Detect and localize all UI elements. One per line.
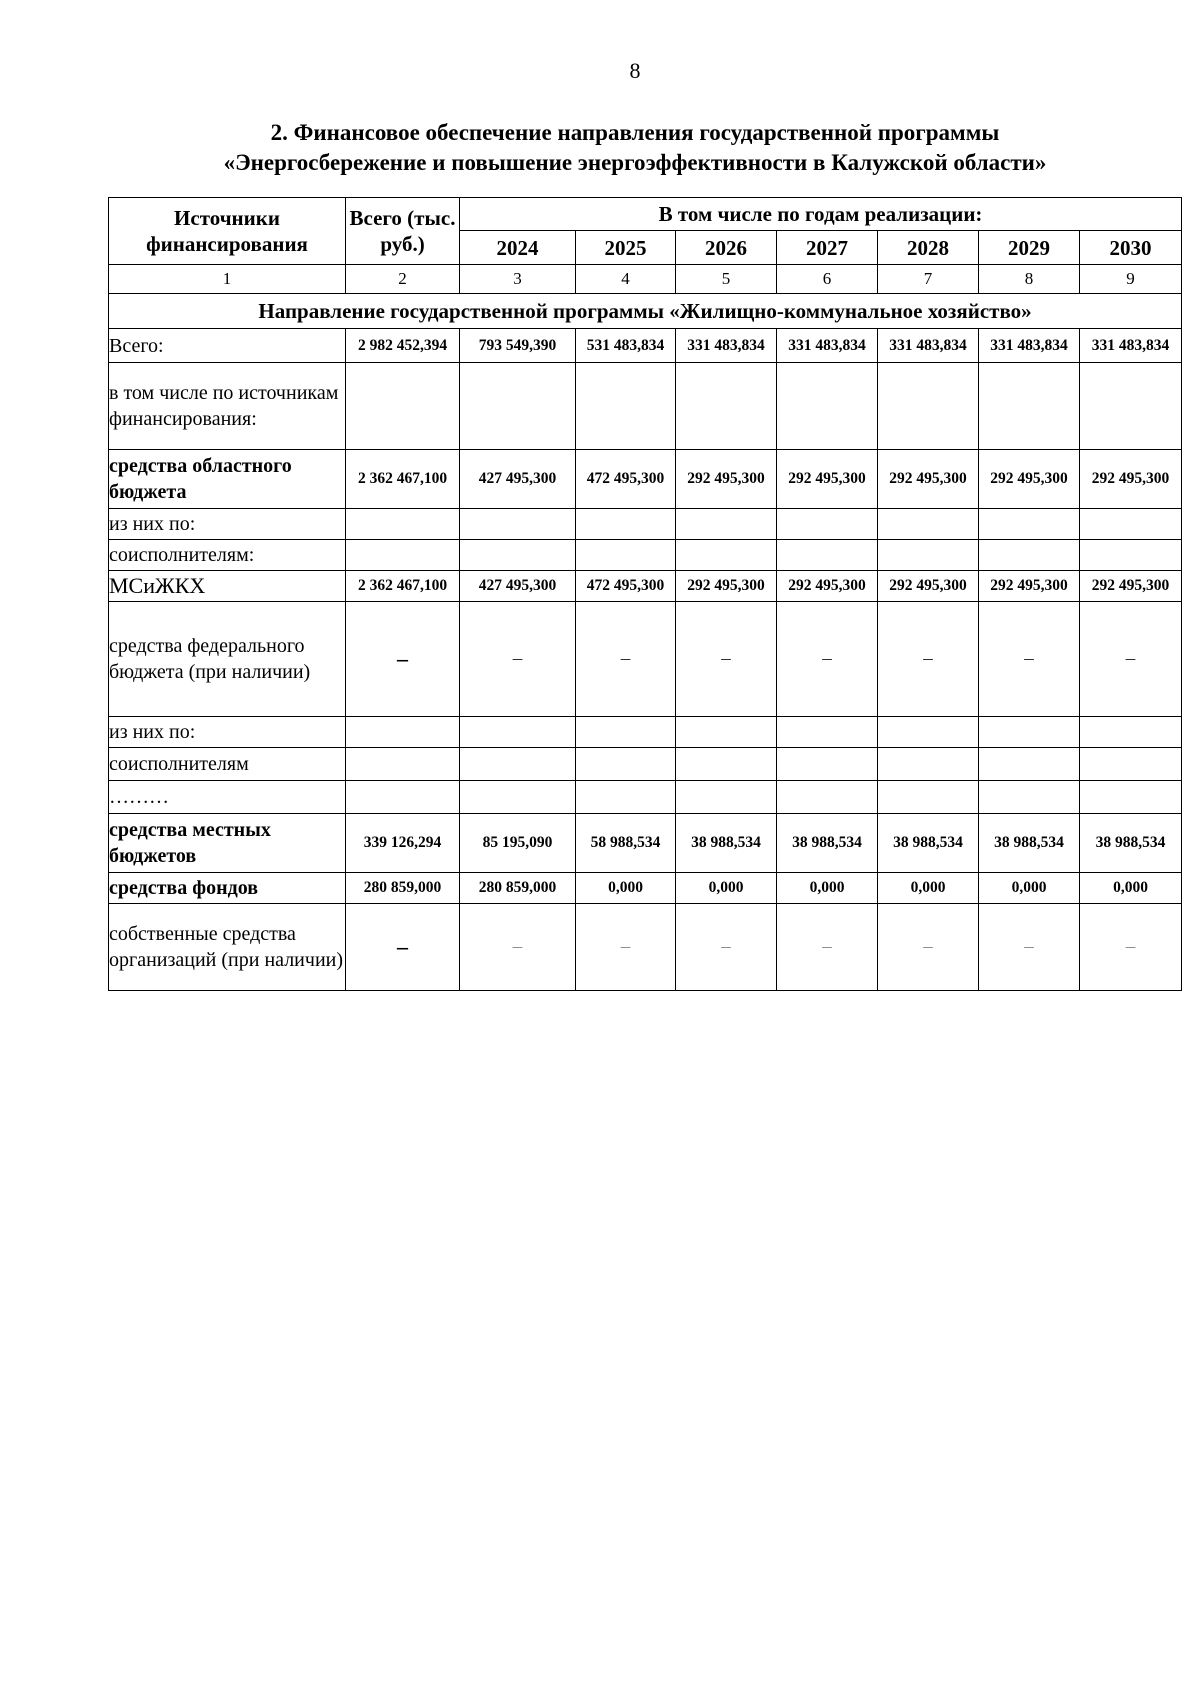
row-total: – — [346, 602, 460, 717]
empty-cell — [460, 717, 576, 748]
table-row — [109, 748, 1182, 781]
empty-cell — [878, 781, 979, 814]
row-value: 331 483,834 — [979, 329, 1080, 363]
row-value: – — [979, 904, 1080, 991]
header-year: 2028 — [878, 231, 979, 265]
row-value: 292 495,300 — [979, 571, 1080, 602]
row-label: средства областного бюджета — [109, 450, 346, 509]
empty-cell — [979, 748, 1080, 781]
empty-cell — [979, 717, 1080, 748]
empty-cell — [676, 540, 777, 571]
row-value: 331 483,834 — [1080, 329, 1182, 363]
empty-cell — [979, 363, 1080, 450]
row-value: – — [576, 602, 676, 717]
row-value: – — [777, 904, 878, 991]
row-value: 0,000 — [676, 873, 777, 904]
empty-cell — [979, 540, 1080, 571]
header-year: 2026 — [676, 231, 777, 265]
row-value: 531 483,834 — [576, 329, 676, 363]
row-value: 0,000 — [1080, 873, 1182, 904]
row-label: соисполнителям — [109, 748, 346, 781]
row-value: 0,000 — [979, 873, 1080, 904]
header-year: 2030 — [1080, 231, 1182, 265]
empty-cell — [1080, 717, 1182, 748]
row-label: ……… — [109, 781, 346, 814]
empty-cell — [576, 540, 676, 571]
empty-cell — [460, 748, 576, 781]
table-row — [109, 450, 1182, 509]
row-value: 292 495,300 — [878, 571, 979, 602]
row-value: 58 988,534 — [576, 814, 676, 873]
column-number: 6 — [777, 265, 878, 294]
row-value: 292 495,300 — [676, 571, 777, 602]
row-value: – — [878, 904, 979, 991]
row-value: 331 483,834 — [676, 329, 777, 363]
section-row — [109, 294, 1182, 329]
empty-cell — [878, 363, 979, 450]
row-label: собственные средства организаций (при наличии) — [109, 904, 346, 991]
heading-line-1: 2. Финансовое обеспечение направления государственной программы — [270, 120, 1000, 145]
table-row — [109, 602, 1182, 717]
row-value: 427 495,300 — [460, 450, 576, 509]
header-year: 2025 — [576, 231, 676, 265]
row-label: МСиЖКХ — [109, 571, 346, 602]
row-label: соисполнителям: — [109, 540, 346, 571]
row-value: 427 495,300 — [460, 571, 576, 602]
row-total: 2 362 467,100 — [346, 571, 460, 602]
empty-cell — [346, 540, 460, 571]
row-value: 0,000 — [777, 873, 878, 904]
empty-cell — [777, 717, 878, 748]
row-label: из них по: — [109, 509, 346, 540]
empty-cell — [676, 748, 777, 781]
empty-cell — [346, 363, 460, 450]
empty-cell — [460, 509, 576, 540]
table-row — [109, 717, 1182, 748]
empty-cell — [777, 363, 878, 450]
empty-cell — [346, 717, 460, 748]
column-number: 4 — [576, 265, 676, 294]
table-row — [109, 329, 1182, 363]
row-value: 292 495,300 — [1080, 450, 1182, 509]
header-by-years: В том числе по годам реализации: — [460, 198, 1182, 231]
row-value: 280 859,000 — [460, 873, 576, 904]
row-value: 292 495,300 — [878, 450, 979, 509]
row-value: – — [1080, 602, 1182, 717]
row-total: – — [346, 904, 460, 991]
table-row — [109, 571, 1182, 602]
table-row — [109, 363, 1182, 450]
row-value: 38 988,534 — [979, 814, 1080, 873]
row-value: 331 483,834 — [777, 329, 878, 363]
empty-cell — [576, 748, 676, 781]
table-row — [109, 814, 1182, 873]
empty-cell — [878, 717, 979, 748]
empty-cell — [1080, 540, 1182, 571]
table-row — [109, 540, 1182, 571]
empty-cell — [460, 781, 576, 814]
header-source: Источники финансирования — [109, 198, 346, 265]
row-value: – — [460, 904, 576, 991]
empty-cell — [676, 717, 777, 748]
table-row — [109, 873, 1182, 904]
row-value: 472 495,300 — [576, 571, 676, 602]
row-value: 38 988,534 — [878, 814, 979, 873]
row-label: в том числе по источникам финансирования: — [109, 363, 346, 450]
row-value: 292 495,300 — [777, 571, 878, 602]
header-year: 2029 — [979, 231, 1080, 265]
empty-cell — [576, 363, 676, 450]
document-heading — [0, 118, 1200, 178]
column-number: 1 — [109, 265, 346, 294]
financing-table — [108, 197, 1182, 991]
row-label: средства фондов — [109, 873, 346, 904]
column-number-row — [109, 265, 1182, 294]
row-total: 339 126,294 — [346, 814, 460, 873]
empty-cell — [878, 540, 979, 571]
header-year: 2027 — [777, 231, 878, 265]
row-value: – — [1080, 904, 1182, 991]
heading-line-2: «Энергосбережение и повышение энергоэффективности в Калужской области» — [223, 150, 1047, 175]
row-value: 292 495,300 — [676, 450, 777, 509]
column-number: 5 — [676, 265, 777, 294]
table-row — [109, 781, 1182, 814]
empty-cell — [346, 781, 460, 814]
column-number: 3 — [460, 265, 576, 294]
empty-cell — [576, 781, 676, 814]
column-number: 9 — [1080, 265, 1182, 294]
row-label: средства местных бюджетов — [109, 814, 346, 873]
section-title: Направление государственной программы «Жилищно-коммунальное хозяйство» — [109, 294, 1182, 329]
row-value: 0,000 — [576, 873, 676, 904]
row-value: 331 483,834 — [878, 329, 979, 363]
empty-cell — [460, 540, 576, 571]
empty-cell — [676, 509, 777, 540]
column-number: 8 — [979, 265, 1080, 294]
row-value: 472 495,300 — [576, 450, 676, 509]
row-value: – — [878, 602, 979, 717]
empty-cell — [346, 748, 460, 781]
row-value: – — [460, 602, 576, 717]
page-number: 8 — [629, 58, 641, 83]
row-value: 793 549,390 — [460, 329, 576, 363]
row-total: 280 859,000 — [346, 873, 460, 904]
empty-cell — [979, 509, 1080, 540]
empty-cell — [777, 781, 878, 814]
empty-cell — [777, 540, 878, 571]
row-total: 2 982 452,394 — [346, 329, 460, 363]
empty-cell — [346, 509, 460, 540]
empty-cell — [460, 363, 576, 450]
row-value: – — [576, 904, 676, 991]
table-row — [109, 509, 1182, 540]
empty-cell — [1080, 509, 1182, 540]
empty-cell — [1080, 748, 1182, 781]
row-value: – — [676, 904, 777, 991]
empty-cell — [878, 748, 979, 781]
row-value: – — [676, 602, 777, 717]
row-label: Всего: — [109, 329, 346, 363]
row-value: – — [777, 602, 878, 717]
row-value: – — [979, 602, 1080, 717]
row-value: 292 495,300 — [1080, 571, 1182, 602]
row-value: 85 195,090 — [460, 814, 576, 873]
row-value: 38 988,534 — [1080, 814, 1182, 873]
row-value: 0,000 — [878, 873, 979, 904]
header-year: 2024 — [460, 231, 576, 265]
empty-cell — [777, 509, 878, 540]
empty-cell — [777, 748, 878, 781]
header-total: Всего (тыс. руб.) — [346, 198, 460, 265]
empty-cell — [676, 363, 777, 450]
row-label: из них по: — [109, 717, 346, 748]
empty-cell — [878, 509, 979, 540]
empty-cell — [576, 509, 676, 540]
empty-cell — [676, 781, 777, 814]
row-label: средства федерального бюджета (при наличии) — [109, 602, 346, 717]
empty-cell — [979, 781, 1080, 814]
row-total: 2 362 467,100 — [346, 450, 460, 509]
row-value: 38 988,534 — [777, 814, 878, 873]
row-value: 38 988,534 — [676, 814, 777, 873]
row-value: 292 495,300 — [777, 450, 878, 509]
empty-cell — [576, 717, 676, 748]
empty-cell — [1080, 781, 1182, 814]
column-number: 2 — [346, 265, 460, 294]
column-number: 7 — [878, 265, 979, 294]
empty-cell — [1080, 363, 1182, 450]
row-value: 292 495,300 — [979, 450, 1080, 509]
table-row — [109, 904, 1182, 991]
